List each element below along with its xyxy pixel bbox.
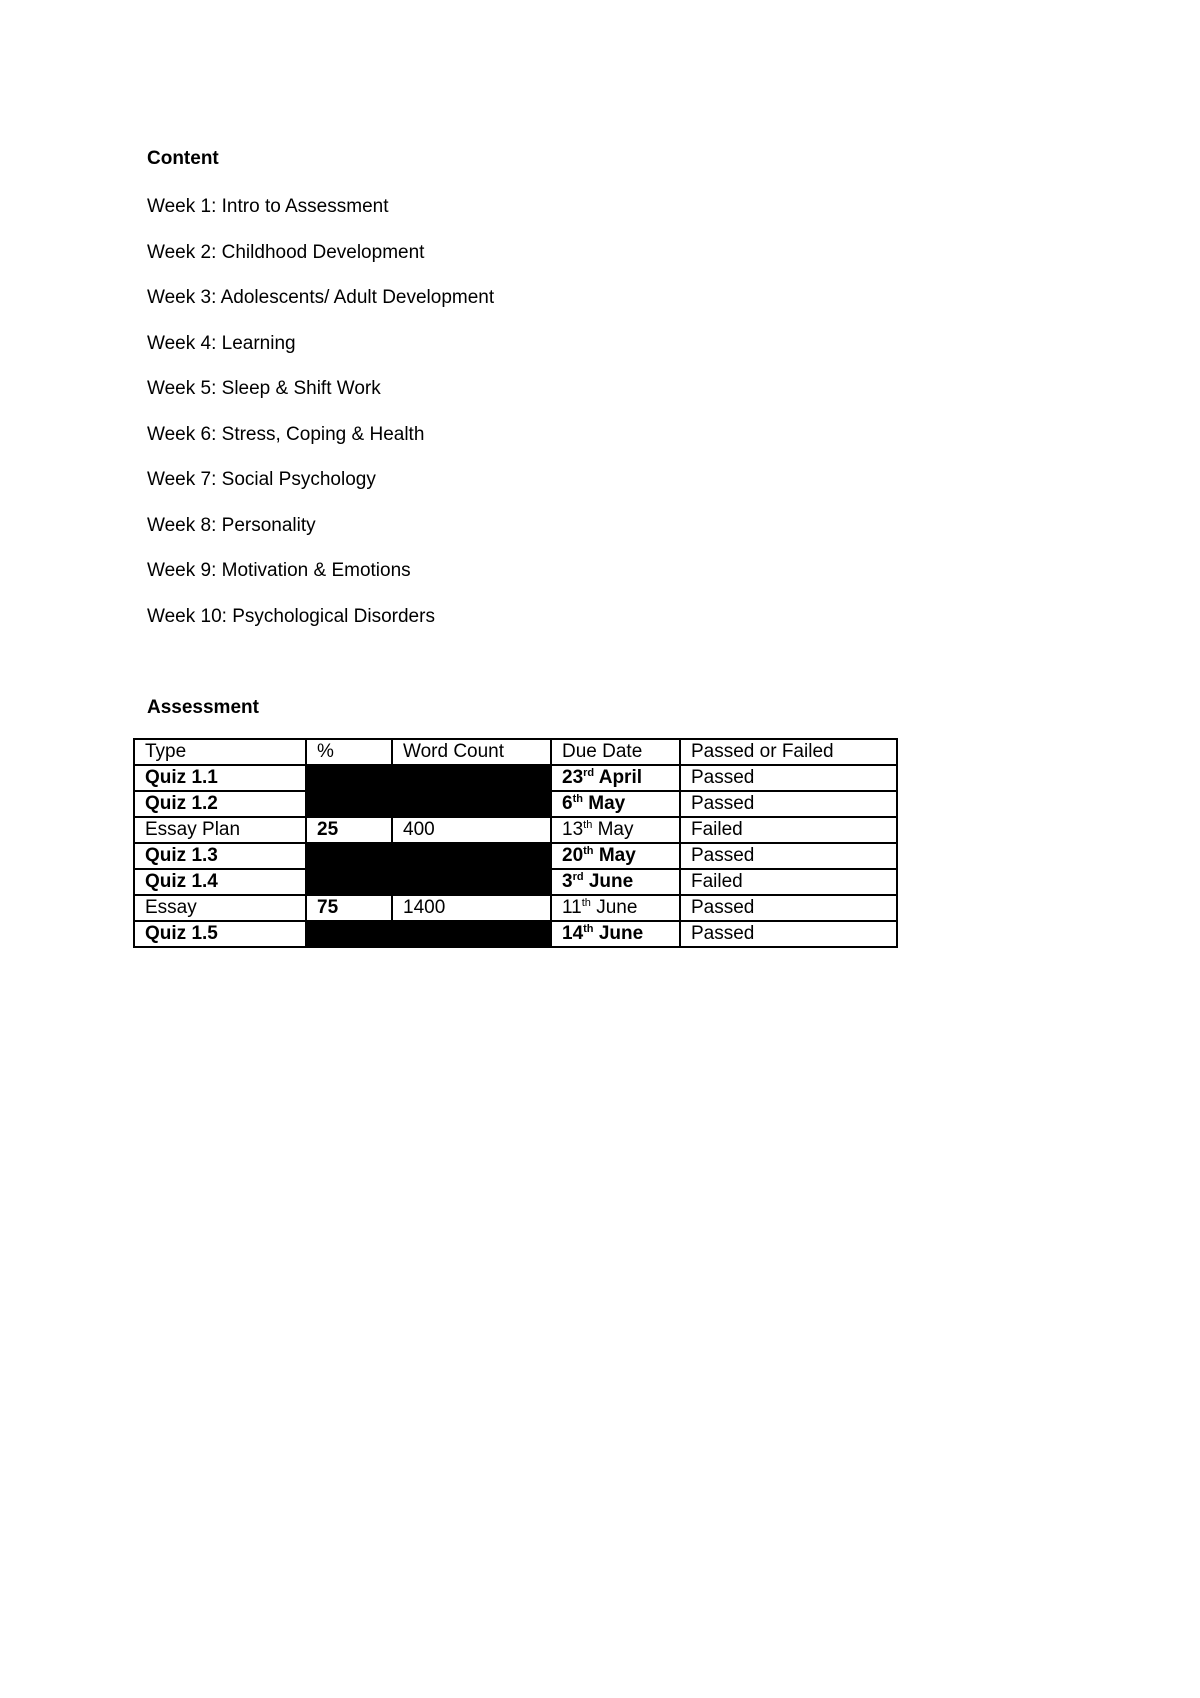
type-cell: Quiz 1.3 — [134, 843, 306, 869]
due-date-cell: 3rd June — [551, 869, 680, 895]
week-label: Week 3: — [147, 287, 217, 308]
word-count-cell: 400 — [392, 817, 551, 843]
assessment-table — [133, 738, 898, 948]
redacted-cell — [306, 843, 551, 869]
assessment-heading: Assessment — [147, 697, 259, 718]
list-item — [147, 196, 494, 242]
result-cell: Failed — [680, 817, 897, 843]
result-cell: Passed — [680, 765, 897, 791]
week-topic: Psychological Disorders — [232, 605, 435, 627]
week-label: Week 9: — [147, 560, 217, 581]
due-date-cell: 11th June — [551, 895, 680, 921]
week-label: Week 5: — [147, 378, 217, 399]
due-date-cell: 23rd April — [551, 765, 680, 791]
due-date-cell: 14th June — [551, 921, 680, 947]
week-label: Week 1: — [147, 196, 217, 217]
table-row — [134, 843, 897, 869]
type-cell: Essay — [134, 895, 306, 921]
result-cell: Passed — [680, 921, 897, 947]
table-row — [134, 869, 897, 895]
type-cell: Quiz 1.1 — [134, 765, 306, 791]
due-date-cell: 20th May — [551, 843, 680, 869]
header-type: Type — [134, 739, 306, 765]
list-item — [147, 515, 494, 561]
result-cell: Passed — [680, 843, 897, 869]
week-topic: Motivation & Emotions — [221, 560, 411, 581]
word-count-cell: 1400 — [392, 895, 551, 921]
type-cell: Quiz 1.4 — [134, 869, 306, 895]
redacted-cell — [306, 765, 551, 791]
week-topic: Sleep & Shift Work — [221, 378, 381, 399]
week-list — [147, 196, 494, 651]
week-topic: Childhood Development — [221, 241, 425, 263]
type-cell: Essay Plan — [134, 817, 306, 843]
table-row — [134, 791, 897, 817]
redacted-cell — [306, 791, 551, 817]
list-item — [147, 242, 494, 288]
result-cell: Passed — [680, 895, 897, 921]
week-label: Week 10: — [147, 605, 227, 627]
type-cell: Quiz 1.2 — [134, 791, 306, 817]
redacted-cell — [306, 921, 551, 947]
week-label: Week 4: — [147, 332, 217, 354]
list-item — [147, 287, 494, 333]
redacted-cell — [306, 869, 551, 895]
header-word-count: Word Count — [392, 739, 551, 765]
table-row — [134, 817, 897, 843]
type-cell: Quiz 1.5 — [134, 921, 306, 947]
week-label: Week 6: — [147, 423, 217, 445]
list-item — [147, 333, 494, 379]
due-date-cell: 6th May — [551, 791, 680, 817]
header-result: Passed or Failed — [680, 739, 897, 765]
result-cell: Passed — [680, 791, 897, 817]
week-topic: Adolescents/ Adult Development — [220, 287, 495, 308]
week-label: Week 7: — [147, 469, 217, 490]
due-date-cell: 13th May — [551, 817, 680, 843]
table-row — [134, 895, 897, 921]
list-item — [147, 469, 494, 515]
header-due-date: Due Date — [551, 739, 680, 765]
table-header-row — [134, 739, 897, 765]
week-topic: Intro to Assessment — [221, 196, 389, 217]
table-row — [134, 921, 897, 947]
list-item — [147, 606, 494, 652]
week-topic: Social Psychology — [221, 469, 376, 490]
week-topic: Personality — [221, 514, 316, 536]
table-row — [134, 765, 897, 791]
week-label: Week 8: — [147, 514, 217, 536]
list-item — [147, 424, 494, 470]
percent-cell: 25 — [306, 817, 392, 843]
week-topic: Stress, Coping & Health — [221, 423, 425, 445]
list-item — [147, 560, 494, 606]
percent-cell: 75 — [306, 895, 392, 921]
list-item — [147, 378, 494, 424]
result-cell: Failed — [680, 869, 897, 895]
header-percent: % — [306, 739, 392, 765]
week-label: Week 2: — [147, 241, 217, 263]
week-topic: Learning — [221, 332, 296, 354]
content-heading: Content — [147, 148, 219, 169]
